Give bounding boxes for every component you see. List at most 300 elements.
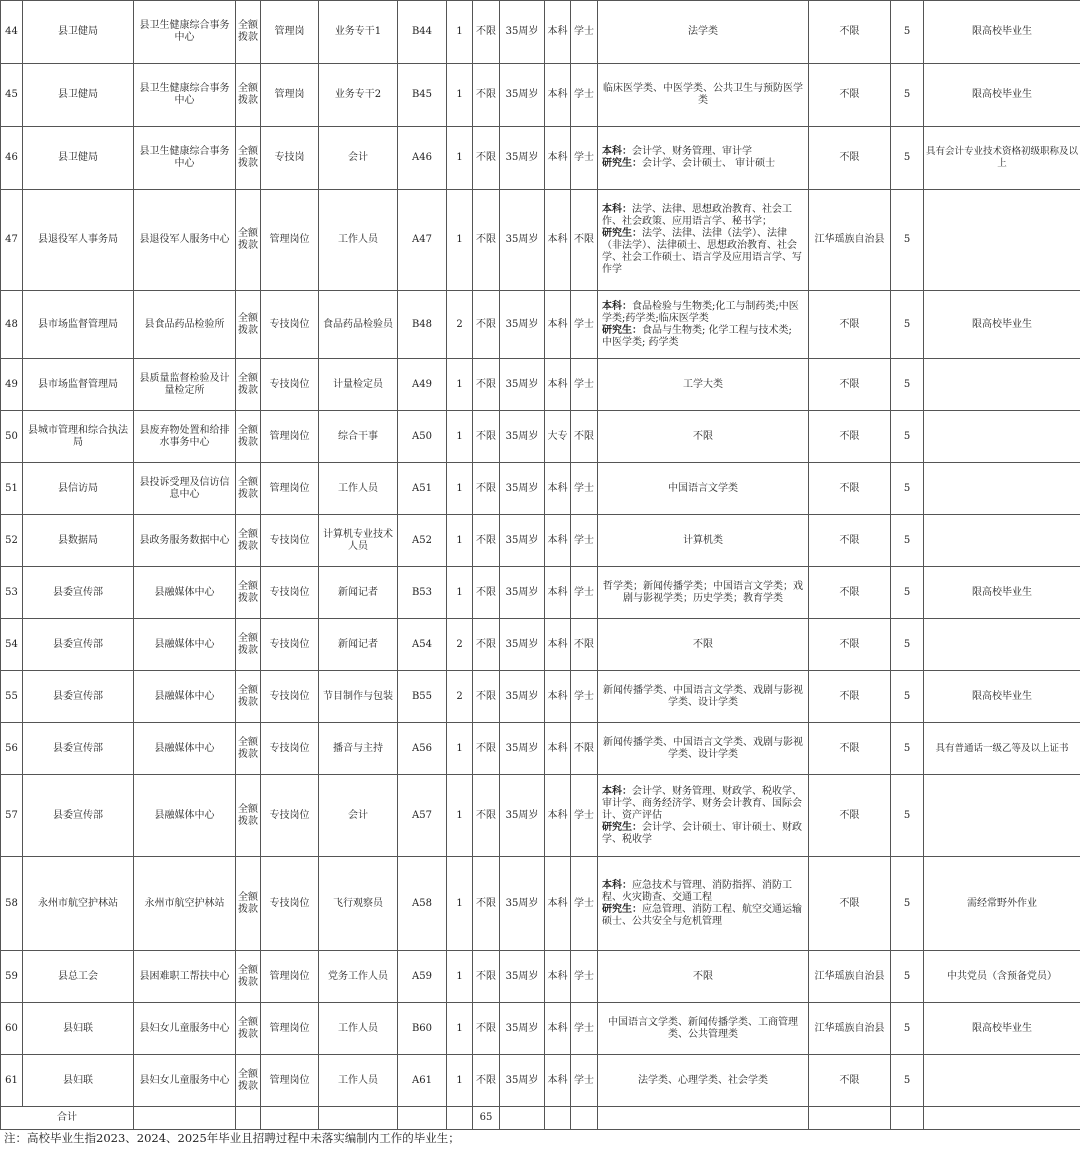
- funding-type: 全额拨款: [236, 515, 261, 567]
- major-requirement: [598, 951, 809, 1003]
- age-requirement: 35周岁: [500, 515, 545, 567]
- residence-requirement: 江华瑶族自治县: [809, 1003, 891, 1055]
- department: 县市场监督管理局: [23, 359, 134, 411]
- employer-unit: 县投诉受理及信访信息中心: [134, 463, 236, 515]
- residence-requirement: 不限: [809, 291, 891, 359]
- post-category: 管理岗位: [261, 1055, 319, 1107]
- total-count: 65: [473, 1107, 500, 1130]
- gender-requirement: 不限: [473, 1, 500, 64]
- exam-ratio: 5: [891, 411, 924, 463]
- gender-requirement: 不限: [473, 857, 500, 951]
- major-text: 会计学、财务管理、审计学: [632, 146, 752, 157]
- post-category: 管理岗位: [261, 951, 319, 1003]
- major-requirement: [598, 463, 809, 515]
- table-row: [1, 619, 1080, 671]
- empty-cell: [809, 1107, 891, 1130]
- post-category: 管理岗位: [261, 463, 319, 515]
- post-name: 新闻记者: [319, 619, 398, 671]
- post-name: 工作人员: [319, 1003, 398, 1055]
- other-requirement: 具有普通话一级乙等及以上证书: [924, 723, 1080, 775]
- other-requirement: 中共党员（含预备党员）: [924, 951, 1080, 1003]
- major-text: 新闻传播学类、中国语言文学类、戏剧与影视学类、设计学类: [603, 736, 803, 760]
- row-number: 54: [1, 619, 23, 671]
- hire-count: 1: [447, 190, 473, 291]
- funding-type: 全额拨款: [236, 567, 261, 619]
- gender-requirement: 不限: [473, 463, 500, 515]
- post-category: 专技岗: [261, 127, 319, 190]
- gender-requirement: 不限: [473, 671, 500, 723]
- degree-requirement: 学士: [571, 291, 598, 359]
- empty-cell: [319, 1107, 398, 1130]
- major-text: 应急技术与管理、消防指挥、消防工程、火灾勘查、交通工程: [602, 879, 792, 903]
- hire-count: 1: [447, 723, 473, 775]
- age-requirement: 35周岁: [500, 723, 545, 775]
- department: 县卫健局: [23, 64, 134, 127]
- post-category: 专技岗位: [261, 567, 319, 619]
- funding-type: 全额拨款: [236, 671, 261, 723]
- table-body: [1, 1, 1080, 1130]
- exam-ratio: 5: [891, 951, 924, 1003]
- department: 县信访局: [23, 463, 134, 515]
- row-number: 61: [1, 1055, 23, 1107]
- age-requirement: 35周岁: [500, 671, 545, 723]
- row-number: 51: [1, 463, 23, 515]
- other-requirement: 限高校毕业生: [924, 1003, 1080, 1055]
- exam-ratio: 5: [891, 671, 924, 723]
- major-requirement: [598, 567, 809, 619]
- residence-requirement: 不限: [809, 857, 891, 951]
- post-category: 管理岗位: [261, 1003, 319, 1055]
- education-requirement: 本科: [545, 359, 571, 411]
- gender-requirement: 不限: [473, 515, 500, 567]
- education-requirement: 本科: [545, 190, 571, 291]
- education-requirement: 本科: [545, 951, 571, 1003]
- other-requirement: [924, 1055, 1080, 1107]
- table-row: [1, 1, 1080, 64]
- department: 县委宣传部: [23, 775, 134, 857]
- empty-cell: [545, 1107, 571, 1130]
- employer-unit: 县卫生健康综合事务中心: [134, 64, 236, 127]
- degree-requirement: 学士: [571, 64, 598, 127]
- table-row: [1, 291, 1080, 359]
- gender-requirement: 不限: [473, 723, 500, 775]
- exam-ratio: 5: [891, 359, 924, 411]
- post-code: A49: [398, 359, 447, 411]
- major-level-label: 研究生：: [602, 324, 642, 336]
- table-row: [1, 190, 1080, 291]
- gender-requirement: 不限: [473, 64, 500, 127]
- gender-requirement: 不限: [473, 1055, 500, 1107]
- other-requirement: [924, 411, 1080, 463]
- hire-count: 1: [447, 515, 473, 567]
- age-requirement: 35周岁: [500, 1003, 545, 1055]
- post-code: A58: [398, 857, 447, 951]
- post-code: A47: [398, 190, 447, 291]
- row-number: 53: [1, 567, 23, 619]
- row-number: 48: [1, 291, 23, 359]
- table-row: [1, 775, 1080, 857]
- age-requirement: 35周岁: [500, 619, 545, 671]
- employer-unit: 县退役军人服务中心: [134, 190, 236, 291]
- major-text: 法学、法律、法律（法学）、法律（非法学）、法律硕士、思想政治教育、社会学、社会工作硕士、语言学及应用语言学、写作学: [602, 228, 802, 275]
- major-level-label: 本科：: [602, 785, 632, 797]
- department: 县卫健局: [23, 1, 134, 64]
- post-code: B45: [398, 64, 447, 127]
- post-name: 计量检定员: [319, 359, 398, 411]
- major-text: 会计学、财务管理、财政学、税收学、审计学、商务经济学、财务会计教育、国际会计、资产评估: [602, 785, 802, 821]
- major-text: 哲学类；新闻传播学类；中国语言文学类；戏剧与影视学类；历史学类；教育学类: [603, 580, 803, 604]
- gender-requirement: 不限: [473, 411, 500, 463]
- funding-type: 全额拨款: [236, 1055, 261, 1107]
- degree-requirement: 学士: [571, 567, 598, 619]
- row-number: 56: [1, 723, 23, 775]
- major-level-label: 研究生：: [602, 821, 642, 833]
- age-requirement: 35周岁: [500, 359, 545, 411]
- post-code: A51: [398, 463, 447, 515]
- major-text: 不限: [693, 970, 713, 982]
- table-row: [1, 1055, 1080, 1107]
- funding-type: 全额拨款: [236, 775, 261, 857]
- degree-requirement: 不限: [571, 190, 598, 291]
- other-requirement: [924, 463, 1080, 515]
- major-level-label: 本科：: [602, 146, 632, 157]
- table-row: [1, 567, 1080, 619]
- post-name: 综合干事: [319, 411, 398, 463]
- residence-requirement: 不限: [809, 567, 891, 619]
- hire-count: 1: [447, 951, 473, 1003]
- department: 县委宣传部: [23, 671, 134, 723]
- education-requirement: 本科: [545, 64, 571, 127]
- total-row: [1, 1107, 1080, 1130]
- table-row: [1, 671, 1080, 723]
- empty-cell: [891, 1107, 924, 1130]
- empty-cell: [398, 1107, 447, 1130]
- department: 县退役军人事务局: [23, 190, 134, 291]
- post-category: 管理岗: [261, 64, 319, 127]
- exam-ratio: 5: [891, 1, 924, 64]
- age-requirement: 35周岁: [500, 64, 545, 127]
- empty-cell: [571, 1107, 598, 1130]
- exam-ratio: 5: [891, 64, 924, 127]
- exam-ratio: 5: [891, 619, 924, 671]
- employer-unit: 县融媒体中心: [134, 619, 236, 671]
- other-requirement: 需经常野外作业: [924, 857, 1080, 951]
- post-name: 工作人员: [319, 1055, 398, 1107]
- funding-type: 全额拨款: [236, 463, 261, 515]
- major-requirement: [598, 127, 809, 190]
- age-requirement: 35周岁: [500, 190, 545, 291]
- age-requirement: 35周岁: [500, 1055, 545, 1107]
- major-text: 临床医学类、中医学类、公共卫生与预防医学类: [603, 83, 803, 106]
- degree-requirement: 学士: [571, 1003, 598, 1055]
- major-requirement: [598, 857, 809, 951]
- hire-count: 1: [447, 857, 473, 951]
- hire-count: 2: [447, 619, 473, 671]
- residence-requirement: 江华瑶族自治县: [809, 190, 891, 291]
- degree-requirement: 不限: [571, 723, 598, 775]
- education-requirement: 本科: [545, 775, 571, 857]
- post-category: 专技岗位: [261, 359, 319, 411]
- post-category: 专技岗位: [261, 775, 319, 857]
- other-requirement: 限高校毕业生: [924, 1, 1080, 64]
- age-requirement: 35周岁: [500, 1, 545, 64]
- major-level-label: 本科：: [602, 879, 632, 891]
- post-name: 会计: [319, 775, 398, 857]
- row-number: 45: [1, 64, 23, 127]
- funding-type: 全额拨款: [236, 127, 261, 190]
- major-text: 计算机类: [683, 534, 723, 546]
- post-code: B48: [398, 291, 447, 359]
- table-row: [1, 64, 1080, 127]
- major-text: 不限: [693, 638, 713, 650]
- degree-requirement: 学士: [571, 775, 598, 857]
- degree-requirement: 学士: [571, 463, 598, 515]
- department: 永州市航空护林站: [23, 857, 134, 951]
- education-requirement: 本科: [545, 1003, 571, 1055]
- degree-requirement: 不限: [571, 411, 598, 463]
- table-row: [1, 127, 1080, 190]
- major-text: 法学类: [688, 26, 718, 37]
- residence-requirement: 不限: [809, 619, 891, 671]
- row-number: 60: [1, 1003, 23, 1055]
- employer-unit: 县妇女儿童服务中心: [134, 1003, 236, 1055]
- education-requirement: 本科: [545, 671, 571, 723]
- row-number: 58: [1, 857, 23, 951]
- post-name: 新闻记者: [319, 567, 398, 619]
- post-code: A61: [398, 1055, 447, 1107]
- major-text: 应急管理、消防工程、航空交通运输硕士、公共安全与危机管理: [602, 903, 802, 927]
- residence-requirement: 不限: [809, 1, 891, 64]
- hire-count: 2: [447, 671, 473, 723]
- education-requirement: 本科: [545, 1, 571, 64]
- employer-unit: 县废弃物处置和给排水事务中心: [134, 411, 236, 463]
- funding-type: 全额拨款: [236, 951, 261, 1003]
- other-requirement: [924, 515, 1080, 567]
- education-requirement: 本科: [545, 619, 571, 671]
- post-code: B44: [398, 1, 447, 64]
- post-code: B60: [398, 1003, 447, 1055]
- post-category: 管理岗位: [261, 190, 319, 291]
- degree-requirement: 学士: [571, 857, 598, 951]
- employer-unit: 县融媒体中心: [134, 671, 236, 723]
- post-category: 专技岗位: [261, 857, 319, 951]
- employer-unit: 县妇女儿童服务中心: [134, 1055, 236, 1107]
- post-name: 业务专干1: [319, 1, 398, 64]
- table-row: [1, 359, 1080, 411]
- hire-count: 1: [447, 1003, 473, 1055]
- education-requirement: 本科: [545, 723, 571, 775]
- other-requirement: [924, 619, 1080, 671]
- major-requirement: [598, 775, 809, 857]
- major-text: 食品检验与生物类;化工与制药类;中医学类;药学类;临床医学类: [602, 300, 799, 324]
- major-requirement: [598, 1055, 809, 1107]
- exam-ratio: 5: [891, 857, 924, 951]
- footnote: 注：高校毕业生指2023、2024、2025年毕业且招聘过程中未落实编制内工作的毕业生；: [4, 1131, 460, 1145]
- age-requirement: 35周岁: [500, 567, 545, 619]
- major-requirement: [598, 1003, 809, 1055]
- residence-requirement: 不限: [809, 463, 891, 515]
- residence-requirement: 不限: [809, 515, 891, 567]
- post-category: 专技岗位: [261, 291, 319, 359]
- funding-type: 全额拨款: [236, 857, 261, 951]
- gender-requirement: 不限: [473, 619, 500, 671]
- post-category: 专技岗位: [261, 671, 319, 723]
- row-number: 59: [1, 951, 23, 1003]
- degree-requirement: 学士: [571, 127, 598, 190]
- degree-requirement: 学士: [571, 951, 598, 1003]
- employer-unit: 县卫生健康综合事务中心: [134, 127, 236, 190]
- department: 县卫健局: [23, 127, 134, 190]
- exam-ratio: 5: [891, 515, 924, 567]
- major-text: 法学类、心理学类、社会学类: [638, 1074, 768, 1086]
- gender-requirement: 不限: [473, 127, 500, 190]
- exam-ratio: 5: [891, 775, 924, 857]
- other-requirement: 限高校毕业生: [924, 671, 1080, 723]
- education-requirement: 本科: [545, 463, 571, 515]
- post-category: 管理岗: [261, 1, 319, 64]
- table-row: [1, 411, 1080, 463]
- major-level-label: 研究生：: [602, 903, 642, 915]
- residence-requirement: 不限: [809, 127, 891, 190]
- age-requirement: 35周岁: [500, 291, 545, 359]
- employer-unit: 县融媒体中心: [134, 723, 236, 775]
- other-requirement: 限高校毕业生: [924, 567, 1080, 619]
- department: 县委宣传部: [23, 567, 134, 619]
- empty-cell: [924, 1107, 1080, 1130]
- department: 县总工会: [23, 951, 134, 1003]
- hire-count: 1: [447, 567, 473, 619]
- hire-count: 1: [447, 127, 473, 190]
- exam-ratio: 5: [891, 127, 924, 190]
- major-level-label: 本科：: [602, 204, 632, 215]
- residence-requirement: 不限: [809, 411, 891, 463]
- major-requirement: [598, 411, 809, 463]
- row-number: 46: [1, 127, 23, 190]
- residence-requirement: 不限: [809, 359, 891, 411]
- exam-ratio: 5: [891, 190, 924, 291]
- total-label: 合计: [1, 1107, 134, 1130]
- other-requirement: 具有会计专业技术资格初级职称及以上: [924, 127, 1080, 190]
- employer-unit: 县融媒体中心: [134, 567, 236, 619]
- education-requirement: 本科: [545, 1055, 571, 1107]
- major-text: 工学大类: [683, 378, 723, 390]
- major-level-label: 研究生：: [602, 158, 642, 169]
- post-name: 播音与主持: [319, 723, 398, 775]
- employer-unit: 县质量监督检验及计量检定所: [134, 359, 236, 411]
- department: 县委宣传部: [23, 619, 134, 671]
- department: 县城市管理和综合执法局: [23, 411, 134, 463]
- major-requirement: [598, 190, 809, 291]
- major-level-label: 研究生：: [602, 228, 642, 239]
- other-requirement: 限高校毕业生: [924, 64, 1080, 127]
- education-requirement: 本科: [545, 127, 571, 190]
- post-code: B55: [398, 671, 447, 723]
- major-requirement: [598, 359, 809, 411]
- major-requirement: [598, 1, 809, 64]
- education-requirement: 本科: [545, 857, 571, 951]
- exam-ratio: 5: [891, 1055, 924, 1107]
- post-code: A46: [398, 127, 447, 190]
- gender-requirement: 不限: [473, 567, 500, 619]
- exam-ratio: 5: [891, 567, 924, 619]
- major-text: 中国语言文学类、新闻传播学类、工商管理类、公共管理类: [608, 1016, 798, 1040]
- hire-count: 1: [447, 1, 473, 64]
- post-category: 专技岗位: [261, 619, 319, 671]
- department: 县市场监督管理局: [23, 291, 134, 359]
- residence-requirement: 不限: [809, 1055, 891, 1107]
- major-requirement: [598, 515, 809, 567]
- gender-requirement: 不限: [473, 359, 500, 411]
- department: 县妇联: [23, 1003, 134, 1055]
- department: 县委宣传部: [23, 723, 134, 775]
- row-number: 57: [1, 775, 23, 857]
- degree-requirement: 学士: [571, 359, 598, 411]
- degree-requirement: 学士: [571, 1055, 598, 1107]
- post-name: 党务工作人员: [319, 951, 398, 1003]
- major-text: 新闻传播学类、中国语言文学类、戏剧与影视学类、设计学类: [603, 684, 803, 708]
- other-requirement: [924, 775, 1080, 857]
- empty-cell: [598, 1107, 809, 1130]
- post-category: 管理岗位: [261, 411, 319, 463]
- table-row: [1, 723, 1080, 775]
- post-code: A57: [398, 775, 447, 857]
- residence-requirement: 江华瑶族自治县: [809, 951, 891, 1003]
- residence-requirement: 不限: [809, 775, 891, 857]
- employer-unit: 县卫生健康综合事务中心: [134, 1, 236, 64]
- department: 县数据局: [23, 515, 134, 567]
- other-requirement: 限高校毕业生: [924, 291, 1080, 359]
- gender-requirement: 不限: [473, 190, 500, 291]
- degree-requirement: 学士: [571, 1, 598, 64]
- empty-cell: [261, 1107, 319, 1130]
- employer-unit: 县食品药品检验所: [134, 291, 236, 359]
- empty-cell: [500, 1107, 545, 1130]
- other-requirement: [924, 359, 1080, 411]
- hire-count: 1: [447, 1055, 473, 1107]
- degree-requirement: 不限: [571, 619, 598, 671]
- hire-count: 1: [447, 463, 473, 515]
- empty-cell: [236, 1107, 261, 1130]
- major-text: 中国语言文学类: [668, 482, 738, 494]
- major-requirement: [598, 64, 809, 127]
- funding-type: 全额拨款: [236, 723, 261, 775]
- exam-ratio: 5: [891, 723, 924, 775]
- funding-type: 全额拨款: [236, 190, 261, 291]
- row-number: 47: [1, 190, 23, 291]
- post-name: 计算机专业技术人员: [319, 515, 398, 567]
- major-text: 食品与生物类; 化学工程与技术类; 中医学类; 药学类: [602, 324, 792, 348]
- post-name: 工作人员: [319, 463, 398, 515]
- education-requirement: 大专: [545, 411, 571, 463]
- post-code: A54: [398, 619, 447, 671]
- funding-type: 全额拨款: [236, 1, 261, 64]
- age-requirement: 35周岁: [500, 951, 545, 1003]
- row-number: 49: [1, 359, 23, 411]
- gender-requirement: 不限: [473, 775, 500, 857]
- education-requirement: 本科: [545, 515, 571, 567]
- employer-unit: 县政务服务数据中心: [134, 515, 236, 567]
- funding-type: 全额拨款: [236, 64, 261, 127]
- exam-ratio: 5: [891, 291, 924, 359]
- hire-count: 1: [447, 64, 473, 127]
- post-category: 专技岗位: [261, 515, 319, 567]
- funding-type: 全额拨款: [236, 619, 261, 671]
- gender-requirement: 不限: [473, 1003, 500, 1055]
- major-text: 会计学、会计硕士、审计硕士、财政学、税收学: [602, 821, 802, 845]
- gender-requirement: 不限: [473, 291, 500, 359]
- post-code: A56: [398, 723, 447, 775]
- post-name: 食品药品检验员: [319, 291, 398, 359]
